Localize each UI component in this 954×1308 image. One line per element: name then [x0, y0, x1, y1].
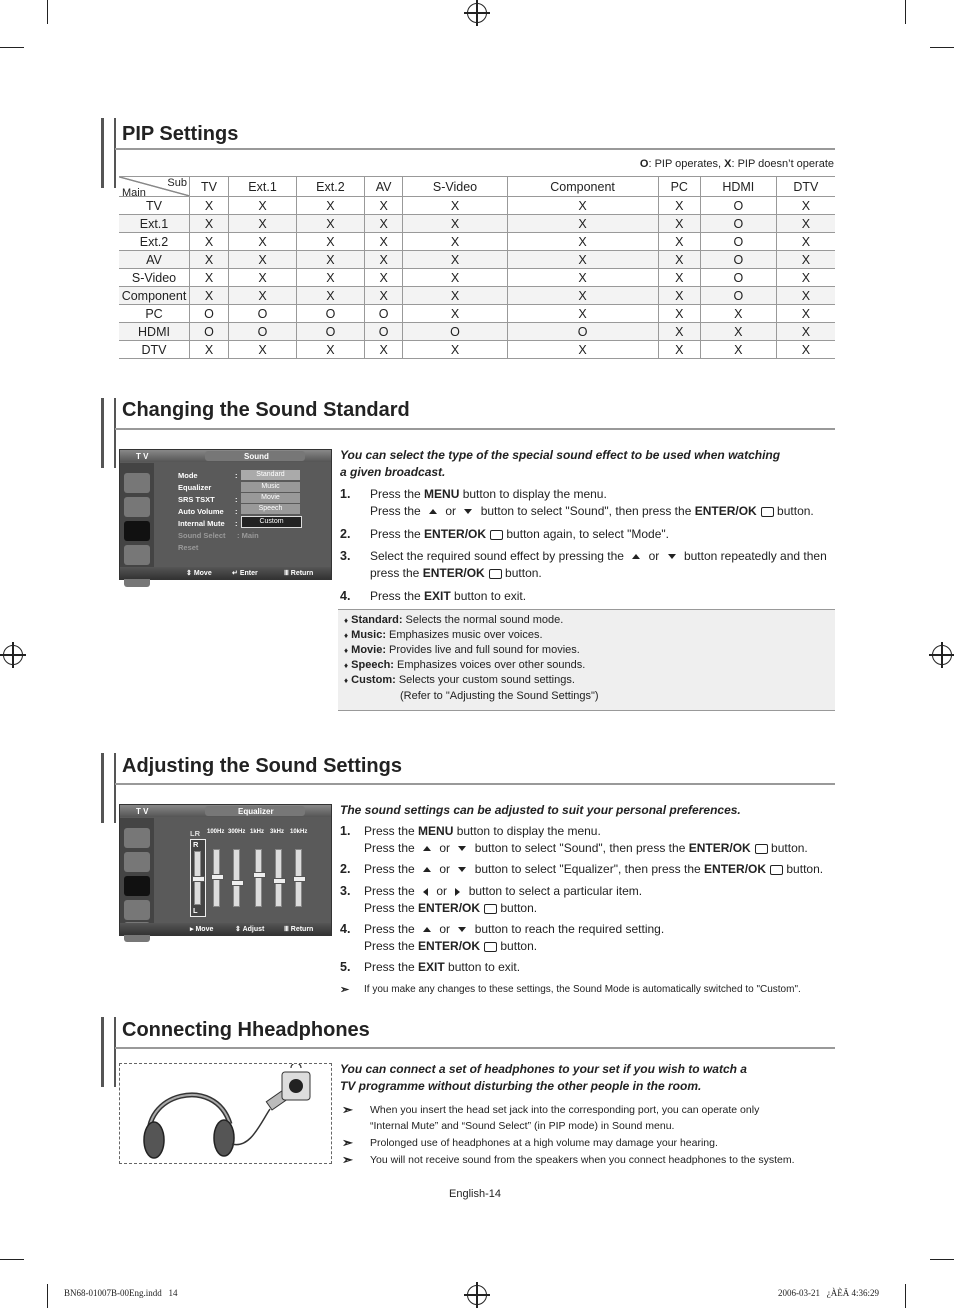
pip-cell: X [658, 269, 700, 287]
pip-cell: X [296, 197, 364, 215]
screen-header [120, 805, 331, 817]
sound-mode-notes [338, 609, 835, 711]
pip-cell: X [658, 341, 700, 359]
pip-cell: O [296, 305, 364, 323]
standard-intro-line2: a given broadcast. [340, 465, 446, 479]
up-arrow-icon [632, 554, 640, 559]
enter-icon [484, 904, 497, 914]
eq-slider [213, 849, 220, 907]
enter-icon [755, 844, 768, 854]
pip-cell: X [229, 269, 297, 287]
section-rule [115, 428, 835, 430]
pip-cell: O [296, 323, 364, 341]
menu-key: MENU [418, 824, 454, 838]
eq-lr-label: LR [190, 829, 200, 838]
headphones-intro-line2: TV programme without disturbing the other people in the room. [340, 1079, 702, 1093]
pip-cell: X [776, 323, 835, 341]
right-arrow-icon [455, 888, 460, 896]
pip-cell: O [403, 323, 507, 341]
eq-band-label: 3kHz [270, 829, 285, 835]
adjust-note-text: If you make any changes to these settings, the Sound Mode is automatically switched to "Custom". [364, 984, 801, 995]
menu-reset: Reset [178, 543, 199, 552]
up-arrow-icon [423, 867, 431, 872]
section-bar [101, 1017, 116, 1087]
pip-cell: O [229, 323, 297, 341]
sound-menu-icon [124, 521, 150, 541]
pip-cell: X [658, 233, 700, 251]
pip-col-header: AV [364, 177, 403, 197]
pip-row-label: DTV [119, 341, 190, 359]
eq-slider [295, 849, 302, 907]
option-movie: Movie [241, 493, 300, 503]
step-number: 5. [340, 960, 351, 974]
pip-cell: X [364, 215, 403, 233]
eq-slider [275, 849, 282, 907]
enter-key: ENTER/OK [704, 862, 767, 876]
pip-row-label: HDMI [119, 323, 190, 341]
channel-menu-icon [124, 900, 150, 920]
pip-cell: X [364, 341, 403, 359]
footer-move: ⇕ Move [186, 570, 212, 577]
down-arrow-icon [668, 554, 676, 559]
pip-col-header: TV [190, 177, 229, 197]
menu-sound-select: Sound Select [178, 531, 226, 540]
picture-frame-icon [124, 497, 150, 517]
down-arrow-icon [458, 867, 466, 872]
pip-cell: O [190, 323, 229, 341]
pip-cell: X [776, 269, 835, 287]
pip-cell: X [229, 251, 297, 269]
step-number: 3. [340, 549, 351, 563]
eq-band-label: 100Hz [207, 829, 225, 835]
screen-header-label: Equalizer [238, 807, 274, 816]
note-item: ♦ Standard: Selects the normal sound mode. [344, 614, 564, 626]
pip-col-header: HDMI [700, 177, 776, 197]
pip-row [119, 305, 835, 323]
menu-colon: : [235, 495, 238, 504]
pip-row-label: PC [119, 305, 190, 323]
pip-row [119, 251, 835, 269]
crop-mark [930, 1259, 954, 1260]
pip-cell: X [403, 341, 507, 359]
pip-table [119, 176, 835, 359]
down-arrow-icon [464, 509, 472, 514]
headphones-title: Connecting Hheadphones [122, 1019, 370, 1041]
left-arrow-icon [423, 888, 428, 896]
pip-cell: X [190, 197, 229, 215]
pip-col-header: DTV [776, 177, 835, 197]
pip-col-header: Ext.2 [296, 177, 364, 197]
headphones-icon [120, 1064, 331, 1163]
pip-cell: X [403, 215, 507, 233]
legend-o-text: : PIP operates, [648, 158, 725, 170]
pip-row [119, 287, 835, 305]
pip-cell: X [229, 215, 297, 233]
pip-col-header: Ext.1 [229, 177, 297, 197]
up-arrow-icon [423, 927, 431, 932]
pip-cell: X [403, 305, 507, 323]
file-info: BN68-01007B-00Eng.indd 14 [64, 1288, 178, 1298]
step-number: 2. [340, 527, 351, 541]
sound-menu-screen [119, 449, 332, 580]
pip-row [119, 323, 835, 341]
pip-cell: X [658, 251, 700, 269]
pip-col-header: PC [658, 177, 700, 197]
pip-cell: X [403, 197, 507, 215]
page-number: English-14 [449, 1188, 501, 1200]
pip-row [119, 215, 835, 233]
eq-l-label: L [193, 906, 198, 915]
headphones-intro [340, 1061, 835, 1095]
standard-title: Changing the Sound Standard [122, 399, 410, 421]
up-arrow-icon [429, 509, 437, 514]
menu-srs: SRS TSXT [178, 495, 215, 504]
eq-slider [255, 849, 262, 907]
footer-return-label: Return [290, 570, 314, 577]
crop-mark [0, 47, 24, 48]
pip-cell: O [507, 323, 658, 341]
pip-row-label: Ext.2 [119, 233, 190, 251]
menu-key: MENU [424, 487, 460, 501]
pip-cell: X [403, 287, 507, 305]
pip-cell: X [507, 341, 658, 359]
eq-band-label: 10kHz [290, 829, 308, 835]
pip-cell: X [507, 287, 658, 305]
pip-cell: X [296, 341, 364, 359]
enter-key: ENTER/OK [694, 504, 757, 518]
screen-header-label: Sound [244, 452, 269, 461]
pip-cell: X [507, 251, 658, 269]
pip-row-label: AV [119, 251, 190, 269]
footer-enter: ↵ Enter [232, 570, 258, 577]
pip-cell: X [229, 197, 297, 215]
balance-slider [194, 851, 201, 905]
crop-mark [930, 47, 954, 48]
enter-icon [761, 507, 774, 517]
headphones-intro-line1: You can connect a set of headphones to your set if you wish to watch a [340, 1062, 747, 1076]
eq-band-label: 1kHz [250, 829, 265, 835]
pip-cell: O [190, 305, 229, 323]
step-number: 2. [340, 862, 351, 876]
pip-cell: X [229, 287, 297, 305]
equalizer-screen [119, 804, 332, 936]
note-arrow-icon: ➣ [342, 1102, 353, 1117]
crop-mark [47, 0, 48, 24]
registration-mark-icon [467, 1285, 487, 1305]
pip-row [119, 269, 835, 287]
pip-cell: X [658, 323, 700, 341]
option-speech: Speech [241, 504, 300, 514]
picture-frame-icon [124, 852, 150, 872]
enter-icon [484, 942, 497, 952]
pip-cell: X [190, 215, 229, 233]
enter-icon [770, 865, 783, 875]
footer-enter-label: Enter [239, 570, 258, 577]
registration-mark-icon [467, 3, 487, 23]
pip-cell: O [700, 197, 776, 215]
footer-move: ▸ Move [190, 926, 214, 933]
pip-header-row [119, 177, 835, 197]
legend-o: O [639, 158, 649, 170]
pip-title: PIP Settings [122, 123, 239, 145]
pip-cell: X [229, 233, 297, 251]
pip-cell: O [700, 287, 776, 305]
registration-mark-icon [3, 645, 23, 665]
picture-menu-icon [124, 828, 150, 848]
footer-return: Ⅲ Return [284, 926, 314, 933]
menu-colon: : [235, 507, 238, 516]
step-number: 3. [340, 884, 351, 898]
print-date: 2006-03-21 ¿ÀÈÄ 4:36:29 [778, 1288, 879, 1298]
section-bar [101, 753, 116, 823]
menu-colon: : [235, 471, 238, 480]
crop-mark [47, 1284, 48, 1308]
eq-slider [233, 849, 240, 907]
pip-corner-cell [119, 177, 190, 197]
screen-tv-label: T V [136, 452, 149, 461]
standard-intro [340, 447, 835, 481]
screen-sidebar [120, 818, 154, 923]
section-rule [115, 148, 835, 150]
section-bar [101, 118, 116, 188]
headphones-note-text: Prolonged use of headphones at a high volume may damage your hearing. [370, 1137, 718, 1149]
pip-cell: X [190, 341, 229, 359]
headphones-note-text: When you insert the head set jack into the corresponding port, you can operate only [370, 1104, 760, 1116]
pip-row [119, 233, 835, 251]
pip-cell: X [507, 197, 658, 215]
enter-key: ENTER/OK [422, 566, 485, 580]
headphones-note-text: “Internal Mute” and “Sound Select” (in PIP mode) in Sound menu. [370, 1120, 675, 1132]
adjust-title: Adjusting the Sound Settings [122, 755, 402, 777]
pip-cell: X [403, 233, 507, 251]
exit-key: EXIT [418, 960, 445, 974]
pip-cell: X [658, 287, 700, 305]
crop-mark [905, 0, 906, 24]
pip-cell: X [700, 341, 776, 359]
screen-tv-label: T V [136, 807, 149, 816]
pip-cell: X [700, 305, 776, 323]
option-music: Music [241, 482, 300, 492]
section-rule [115, 783, 835, 785]
pip-cell: X [776, 233, 835, 251]
pip-cell: X [658, 197, 700, 215]
pip-cell: X [296, 215, 364, 233]
step-number: 4. [340, 922, 351, 936]
pip-cell: X [364, 251, 403, 269]
footer-return: Ⅲ Return [284, 570, 314, 577]
menu-equalizer: Equalizer [178, 483, 212, 492]
corner-sub: Sub [167, 177, 187, 189]
pip-cell: X [364, 269, 403, 287]
channel-menu-icon [124, 545, 150, 565]
menu-auto-volume: Auto Volume [178, 507, 224, 516]
pip-cell: X [658, 215, 700, 233]
pip-cell: X [658, 305, 700, 323]
pip-cell: X [364, 287, 403, 305]
pip-row-label: Ext.1 [119, 215, 190, 233]
enter-key: ENTER/OK [418, 939, 481, 953]
pip-cell: O [700, 215, 776, 233]
pip-cell: X [507, 233, 658, 251]
section-bar [101, 398, 116, 468]
pip-row-label: Component [119, 287, 190, 305]
footer-move-label: Move [193, 570, 212, 577]
eq-slider-knob [273, 878, 286, 884]
pip-cell: X [700, 323, 776, 341]
pip-cell: X [403, 269, 507, 287]
pip-cell: X [296, 251, 364, 269]
pip-cell: X [776, 287, 835, 305]
pip-row [119, 197, 835, 215]
pip-cell: X [776, 305, 835, 323]
crop-mark [0, 1259, 24, 1260]
pip-row-label: TV [119, 197, 190, 215]
option-standard: Standard [241, 470, 300, 480]
eq-slider-knob [211, 874, 224, 880]
sound-select-value: : Main [237, 531, 259, 540]
screen-footer [120, 923, 331, 935]
pip-cell: O [700, 251, 776, 269]
legend-x: X [724, 158, 732, 170]
pip-legend [640, 158, 834, 170]
enter-key: ENTER/OK [418, 901, 481, 915]
note-item: ♦ Custom: Selects your custom sound settings. [344, 674, 575, 686]
standard-intro-line1: You can select the type of the special sound effect to be used when watching [340, 448, 781, 462]
note-item: ♦ Movie: Provides live and full sound for movies. [344, 644, 580, 656]
pip-cell: O [229, 305, 297, 323]
step-number: 1. [340, 824, 351, 838]
pip-col-header: Component [507, 177, 658, 197]
pip-cell: X [296, 287, 364, 305]
footer-return-label: Return [290, 926, 314, 933]
corner-main: Main [122, 187, 146, 199]
crop-mark [905, 1284, 906, 1308]
footer-adjust: ⇕ Adjust [235, 926, 265, 933]
pip-cell: X [776, 341, 835, 359]
note-arrow-icon: ➣ [342, 1152, 353, 1167]
screen-sidebar [120, 463, 154, 567]
note-arrow-icon: ➣ [342, 1135, 353, 1150]
down-arrow-icon [458, 927, 466, 932]
enter-icon [490, 530, 503, 540]
eq-band-label: 300Hz [228, 829, 246, 835]
headphones-note-text: You will not receive sound from the speakers when you connect headphones to the system. [370, 1154, 795, 1166]
pip-cell: O [364, 305, 403, 323]
up-arrow-icon [423, 846, 431, 851]
pip-row [119, 341, 835, 359]
menu-internal-mute: Internal Mute [178, 519, 225, 528]
pip-cell: X [190, 287, 229, 305]
pip-cell: X [507, 305, 658, 323]
screen-header [120, 450, 331, 462]
headphones-illustration [119, 1063, 332, 1164]
enter-icon [489, 569, 502, 579]
eq-slider-knob [231, 880, 244, 886]
eq-slider-knob [253, 872, 266, 878]
eq-slider-knob [293, 876, 306, 882]
step-number: 1. [340, 487, 351, 501]
pip-cell: X [364, 233, 403, 251]
sound-menu-icon [124, 876, 150, 896]
enter-key: ENTER/OK [688, 841, 751, 855]
pip-cell: O [700, 269, 776, 287]
adjust-intro: The sound settings can be adjusted to suit your personal preferences. [340, 803, 741, 817]
pip-cell: X [229, 341, 297, 359]
balance-slider-knob [192, 876, 205, 882]
pip-cell: X [776, 215, 835, 233]
pip-cell: X [296, 269, 364, 287]
legend-x-text: : PIP doesn’t operate [731, 158, 834, 170]
pip-cell: X [364, 197, 403, 215]
option-custom: Custom [241, 516, 302, 528]
pip-cell: X [507, 269, 658, 287]
pip-cell: O [700, 233, 776, 251]
pip-cell: X [296, 233, 364, 251]
pip-cell: X [190, 233, 229, 251]
registration-mark-icon [932, 645, 952, 665]
footer-move-label: Move [195, 926, 214, 933]
down-arrow-icon [458, 846, 466, 851]
pip-cell: X [776, 251, 835, 269]
pip-cell: X [190, 269, 229, 287]
pip-cell: O [364, 323, 403, 341]
step-number: 4. [340, 589, 351, 603]
note-item: ♦ Music: Emphasizes music over voices. [344, 629, 543, 641]
pip-cell: X [403, 251, 507, 269]
screen-footer [120, 567, 331, 579]
exit-key: EXIT [424, 589, 451, 603]
pip-cell: X [507, 215, 658, 233]
note-refer: (Refer to "Adjusting the Sound Settings") [400, 690, 599, 702]
menu-colon: : [235, 519, 238, 528]
picture-menu-icon [124, 473, 150, 493]
note-item: ♦ Speech: Emphasizes voices over other sounds. [344, 659, 586, 671]
enter-key: ENTER/OK [424, 527, 487, 541]
menu-mode: Mode [178, 471, 198, 480]
pip-col-header: S-Video [403, 177, 507, 197]
pip-cell: X [190, 251, 229, 269]
pip-cell: X [776, 197, 835, 215]
note-arrow-icon: ➣ [340, 984, 350, 996]
section-rule [115, 1047, 835, 1049]
eq-r-label: R [193, 840, 199, 849]
footer-adjust-label: Adjust [242, 926, 265, 933]
pip-row-label: S-Video [119, 269, 190, 287]
